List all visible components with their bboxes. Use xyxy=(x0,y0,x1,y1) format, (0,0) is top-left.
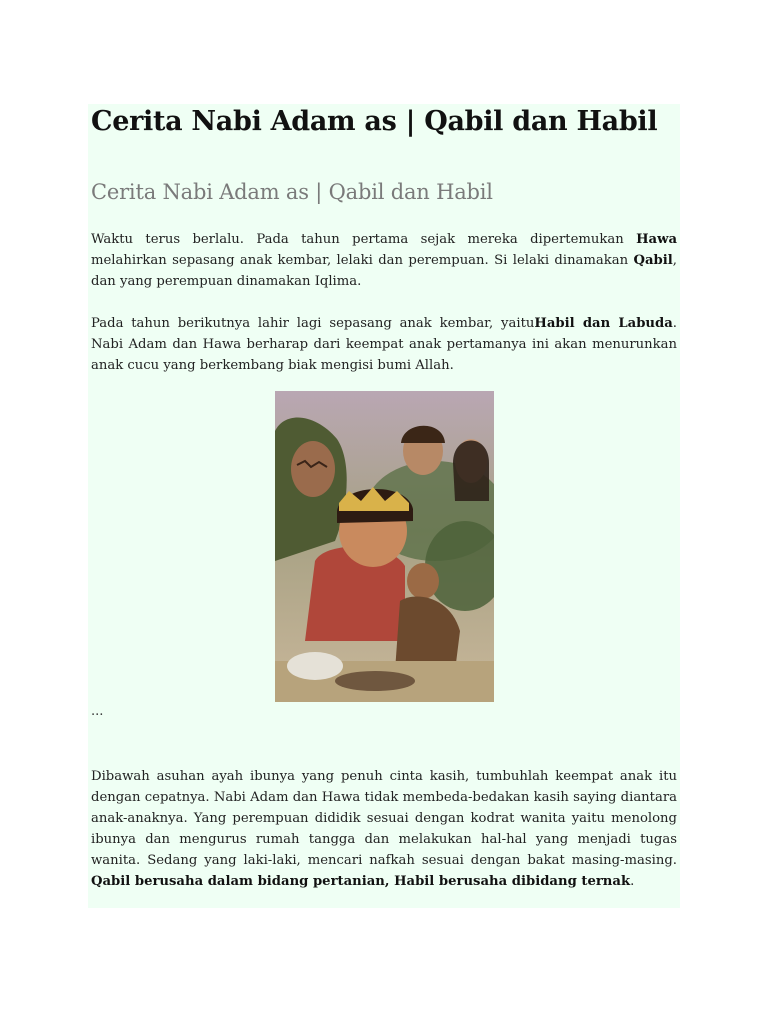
page-title: Cerita Nabi Adam as | Qabil dan Habil xyxy=(91,106,658,137)
ellipsis: ... xyxy=(91,704,104,719)
bold-text: Hawa xyxy=(636,232,677,247)
text-run: . xyxy=(630,874,635,889)
paragraph-3 xyxy=(91,766,677,892)
paragraph-2 xyxy=(91,313,677,376)
bold-text: Qabil xyxy=(633,253,673,268)
bold-text: Habil dan Labuda xyxy=(534,316,673,331)
text-run: . Nabi Adam dan Hawa berharap dari keempat anak pertamanya ini akan menurunkan anak cucu yang berkembang biak mengisi bumi Allah. xyxy=(91,316,677,373)
paragraph-1 xyxy=(91,229,677,292)
text-run: Dibawah asuhan ayah ibunya yang penuh cinta kasih, tumbuhlah keempat anak itu dengan cepatnya. Nabi Adam dan Hawa tidak membeda-bedakan kasih saying diantara anak-anaknya. Yang perempuan dididik sesuai dengan kodrat wanita yaitu menolong ibunya dan mengurus rumah tangga dan melakukan hal-hal yang menjadi tugas wanita. Sedang yang laki-laki, mencari nafkah sesuai dengan bakat masing-masing. xyxy=(91,769,677,868)
illustration-image xyxy=(275,391,494,702)
text-run: Pada tahun berikutnya lahir lagi sepasang anak kembar, yaitu xyxy=(91,316,535,331)
text-run: melahirkan sepasang anak kembar, lelaki dan perempuan. Si lelaki dinamakan xyxy=(91,253,634,268)
text-run: , dan yang perempuan dinamakan Iqlima. xyxy=(91,253,677,289)
text-run: Waktu terus berlalu. Pada tahun pertama sejak mereka dipertemukan xyxy=(91,232,637,247)
bold-text: Qabil berusaha dalam bidang pertanian, Habil berusaha dibidang ternak xyxy=(91,874,631,889)
article-subtitle: Cerita Nabi Adam as | Qabil dan Habil xyxy=(91,180,493,204)
illustration-art xyxy=(275,391,494,702)
